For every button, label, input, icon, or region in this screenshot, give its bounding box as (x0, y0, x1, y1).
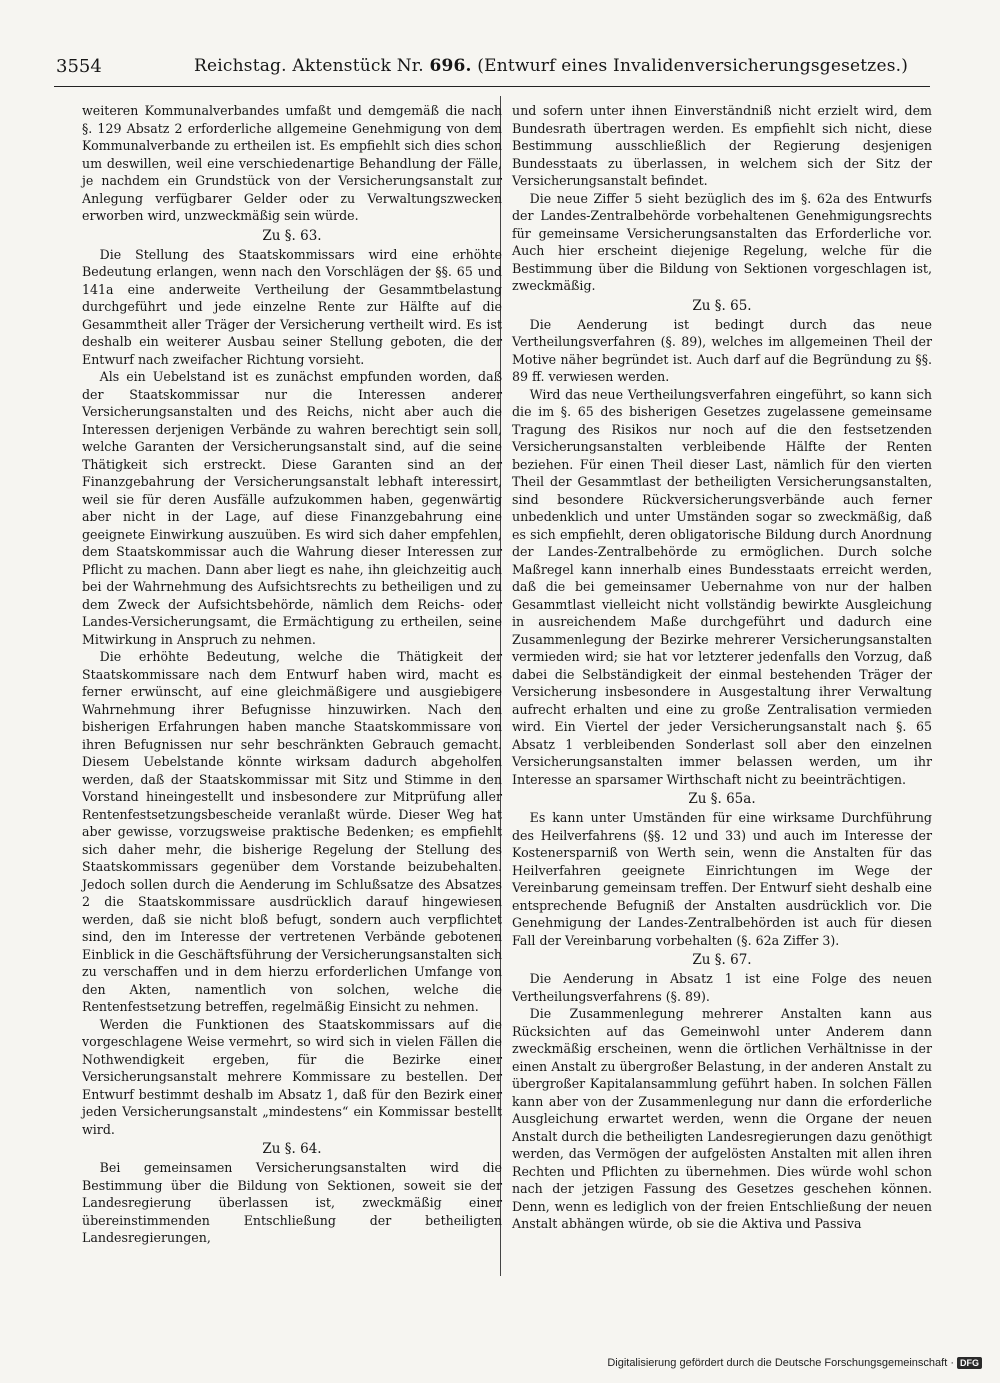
page-number: 3554 (56, 56, 102, 77)
digitization-credit-text: Digitalisierung gefördert durch die Deutsche Forschungsgemeinschaft · (607, 1357, 954, 1369)
running-title-suffix: (Entwurf eines Invalidenversicherungsgesetzes.) (477, 56, 909, 76)
paragraph: Als ein Uebelstand ist es zunächst empfunden worden, daß der Staatskommissar nur die Interessen anderer Versicherungsanstalten und des Reichs, nicht aber auch die Interessen derjenigen Verbände zu wahren berechtigt sein soll, welche Garanten der Versicherungsanstalt sind, auf die seine Thätigkeit sich erstreckt. Diese Garanten sind an der Finanzgebahrung der Versicherungsanstalt lebhaft interessirt, weil sie für deren Ausfälle aufzukommen haben, gegenwärtig aber nicht in der Lage, auf diese Finanzgebahrung eine geeignete Einwirkung auszuüben. Es wird sich daher empfehlen, dem Staatskommissar auch die Wahrung dieser Interessen zur Pflicht zu machen. Dann aber liegt es nahe, ihn gleichzeitig auch bei der Wahrnehmung des Aufsichtsrechts zu betheiligen und zu dem Zweck der Aufsichtsbehörde, nämlich dem Reichs- oder Landes-Versicherungsamt, die Ermächtigung zu ertheilen, seine Mitwirkung in Anspruch zu nehmen. (82, 369, 502, 647)
paragraph: Die erhöhte Bedeutung, welche die Thätigkeit der Staatskommissare nach dem Entwurf haben wird, macht es ferner erwünscht, auf eine gleichmäßigere und ausgiebigere Wahrnehmung ihrer Befugnisse hinzuwirken. Nach den bisherigen Erfahrungen haben manche Staatskommissare von ihren Befugnissen nur sehr beschränkten Gebrauch gemacht. Diesem Uebelstande könnte wirksam dadurch abgeholfen werden, daß der Staatskommissar mit Sitz und Stimme in den Vorstand hineingestellt und insbesondere zur Mitprüfung aller Rentenfestsetzungsbescheide veranlaßt würde. Dieser Weg hat aber gewisse, vorzugsweise praktische Bedenken; es empfiehlt sich daher mehr, die bisherige Regelung der Stellung des Staatskommissars gegenüber dem Vorstande beizubehalten. Jedoch sollen durch die Aenderung im Schlußsatze des Absatzes 2 die Staatskommissare ausdrücklich darauf hingewiesen werden, daß sie nicht bloß befugt, sondern auch verpflichtet sind, den im Interesse der vertretenen Verbände gebotenen Einblick in die Geschäftsführung der Versicherungsanstalten sich zu verschaffen und in dem hierzu erforderlichen Umfange von den Akten, namentlich von solchen, welche die Rentenfestsetzung betreffen, regelmäßig Einsicht zu nehmen. (82, 649, 502, 1014)
paragraph: Es kann unter Umständen für eine wirksame Durchführung des Heilverfahrens (§§. 12 und 33) und auch im Interesse der Kostenersparniß von Werth sein, wenn die Anstalten für das Heilverfahren geeignete Einrichtungen im Wege der Vereinbarung gemeinsam treffen. Der Entwurf sieht deshalb eine entsprechende Befugniß der Anstalten ausdrücklich vor. Die Genehmigung der Landes-Zentralbehörden ist auch für diesen Fall der Vereinbarung vorbehalten (§. 62a Ziffer 3). (512, 810, 932, 948)
page-header (54, 56, 930, 87)
paragraph: Die Stellung des Staatskommissars wird eine erhöhte Bedeutung erlangen, wenn nach den Vorschlägen der §§. 65 und 141a eine anderweite Vertheilung der Gesammtbelastung durchgeführt und jede einzelne Rente zur Hälfte auf die Gesammtheit aller Träger der Versicherung vertheilt wird. Es ist deshalb ein weiterer Ausbau seiner Stellung geboten, die der Entwurf nach zweifacher Richtung vorsieht. (82, 246, 502, 367)
paragraph: Werden die Funktionen des Staatskommissars auf die vorgeschlagene Weise vermehrt, so wird sich in vielen Fällen die Nothwendigkeit ergeben, für die Bezirke einer Versicherungsanstalt mehrere Kommissare zu bestellen. Der Entwurf bestimmt deshalb im Absatz 1, daß für den Bezirk einer jeden Versicherungsanstalt „mindestens“ ein Kommissar bestellt wird. (82, 1016, 502, 1137)
paragraph: weiteren Kommunalverbandes umfaßt und demgemäß die nach §. 129 Absatz 2 erforderliche allgemeine Genehmigung von dem Kommunalverbande zu ertheilen ist. Es empfiehlt sich dies schon um deswillen, weil eine verschiedenartige Behandlung der Fälle, je nachdem ein Grundstück von der Versicherungsanstalt zur Anlegung verfügbarer Gelder oder zu Verwaltungszwecken erworben wird, unzweckmäßig sein würde. (82, 103, 502, 223)
paragraph: Die Aenderung ist bedingt durch das neue Vertheilungsverfahren (§. 89), welches im allgemeinen Theil der Motive näher begründet ist. Auch darf auf die Begründung zu §§. 89 ff. verwiesen werden. (512, 316, 932, 384)
paragraph: Wird das neue Vertheilungsverfahren eingeführt, so kann sich die im §. 65 des bisherigen Gesetzes zugelassene gemeinsame Tragung des Risikos nur noch auf die den festsetzenden Versicherungsanstalten verbleibende Hälfte der Renten beziehen. Für einen Theil dieser Last, nämlich für den vierten Theil der Gesammtlast der betheiligten Versicherungsanstalten, sind besondere Rückversicherungsverbände auch ferner unbedenklich und unter Umständen sogar so zweckmäßig, daß es sich empfiehlt, deren obligatorische Bildung durch Anordnung der Landes-Zentralbehörde zu ermöglichen. Durch solche Maßregel kann innerhalb eines Bundesstaats erreicht werden, daß die bei gemeinsamer Uebernahme von nur der halben Gesammtlast vielleicht nicht vollständig bewirkte Ausgleichung in ausreichendem Maße durchgeführt und dadurch eine Zusammenlegung der Bezirke mehrerer Versicherungsanstalten vermieden wird; sie hat vor letzterer jedenfalls den Vorzug, daß dabei die Selbständigkeit der einmal bestehenden Träger der Versicherung insbesondere in Ausgestaltung ihrer Verwaltung aufrecht erhalten und eine zu große Zentralisation vermieden wird. Ein Viertel der jeder Versicherungsanstalt nach §. 65 Absatz 1 verbleibenden Sonderlast soll aber den einzelnen Versicherungsanstalten immer belassen werden, um ihr Interesse an sparsamer Wirthschaft nicht zu beeinträchtigen. (512, 386, 932, 787)
digitization-credit (607, 1357, 982, 1369)
section-heading: Zu §. 64. (262, 1141, 322, 1157)
right-column (512, 102, 932, 1233)
dfg-logo: DFG (957, 1357, 982, 1369)
section-heading: Zu §. 65a. (688, 791, 756, 807)
paragraph: Die Zusammenlegung mehrerer Anstalten kann aus Rücksichten auf das Gemeinwohl unter Anderem dann zweckmäßig erscheinen, wenn die örtlichen Verhältnisse in der einen Anstalt zu übergroßer Belastung, in der anderen Anstalt zu übergroßer Kapitalansammlung geführt haben. In solchen Fällen kann aber von der Zusammenlegung nur dann die erforderliche Ausgleichung erwartet werden, wenn die Organe der neuen Anstalt durch die betheiligten Landesregierungen dazu genöthigt werden, das Vermögen der aufgelösten Anstalten mit allen ihren Rechten und Pflichten zu übernehmen. Dies würde wohl schon nach der jetzigen Fassung des Gesetzes geschehen können. Denn, wenn es lediglich von der freien Entschließung der neuen Anstalt abhängen würde, ob sie die Aktiva und Passiva (512, 1006, 932, 1231)
section-heading: Zu §. 67. (692, 952, 752, 968)
section-heading: Zu §. 63. (262, 227, 322, 244)
paragraph: Die neue Ziffer 5 sieht bezüglich des im §. 62a des Entwurfs der Landes-Zentralbehörde vorbehaltenen Genehmigungsrechts für gemeinsame Versicherungsanstalten das Erforderliche vor. Auch hier erscheint diejenige Regelung, welche für die Bestimmung über die Bildung von Sektionen vorgeschlagen ist, zweckmäßig. (512, 190, 932, 293)
running-title (194, 56, 908, 76)
paragraph: und sofern unter ihnen Einverständniß nicht erzielt wird, dem Bundesrath übertragen werden. Es empfiehlt sich nicht, diese Bestimmung ausschließlich der Regierung desjenigen Bundesstaats zu überlassen, in welchem sich der Sitz der Versicherungsanstalt befindet. (512, 103, 932, 188)
paragraph: Bei gemeinsamen Versicherungsanstalten wird die Bestimmung über die Bildung von Sektionen, soweit sie der Landesregierung überlassen ist, zweckmäßig einer übereinstimmenden Entschließung der betheiligten Landesregierungen, (82, 1160, 502, 1245)
left-column (82, 102, 502, 1247)
document-number: 696. (429, 56, 472, 76)
paragraph: Die Aenderung in Absatz 1 ist eine Folge des neuen Vertheilungsverfahrens (§. 89). (512, 971, 932, 1004)
section-heading: Zu §. 65. (692, 297, 752, 314)
running-title-prefix: Reichstag. Aktenstück Nr. (194, 56, 424, 76)
